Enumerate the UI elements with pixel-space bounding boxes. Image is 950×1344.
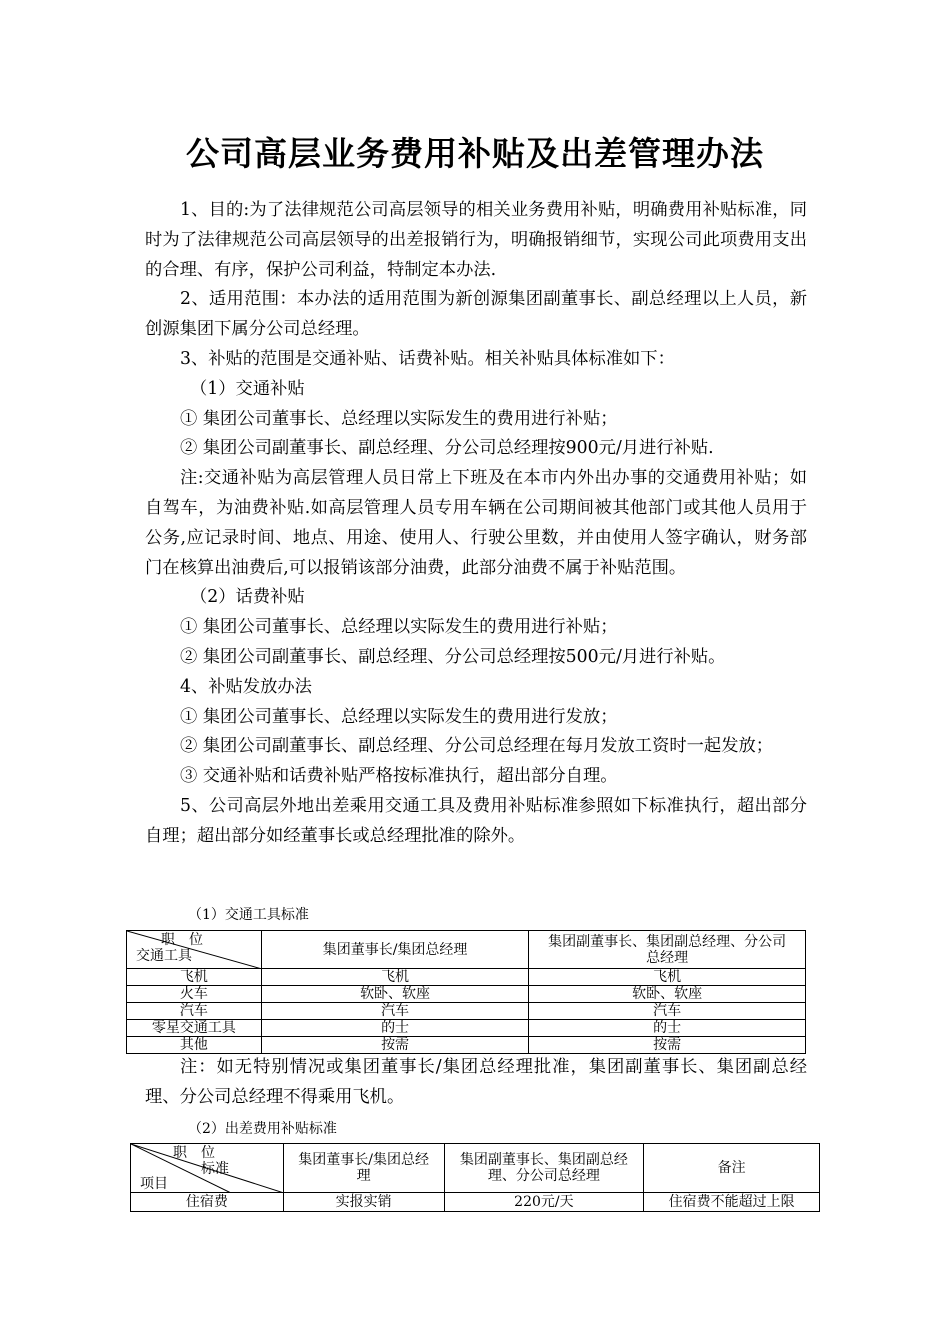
table1-cell-item: 汽车: [127, 1003, 262, 1020]
table1-cell-item: 其他: [127, 1037, 262, 1054]
table2-caption: （2）出差费用补贴标准: [188, 1121, 337, 1137]
heading-phone-subsidy: （2）话费补贴: [190, 587, 305, 608]
paragraph-phone-item-1: ① 集团公司董事长、总经理以实际发生的费用进行补贴；: [180, 617, 618, 638]
table1-cell-item: 飞机: [127, 969, 262, 986]
paragraph-distribution-item-3: ③ 交通补贴和话费补贴严格按标准执行，超出部分自理。: [180, 766, 618, 787]
table2-header-remark: 备注: [644, 1144, 820, 1193]
table2-cell-remark: 住宿费不能超过上限: [644, 1193, 820, 1212]
table-row: [131, 1193, 820, 1212]
table-row: [127, 969, 806, 986]
paragraph-transport-note: 注:交通补贴为高层管理人员日常上下班及在本市内外出办事的交通费用补贴；如自驾车，为油费补贴.如高层管理人员专用车辆在公司期间被其他部门或其他人员用于公务,应记录时间、地点、用途、使用人、行驶公里数，并由使用人签字确认，财务部门在核算出油费后,可以报销该部分油费，此部分油费不属于补贴范围。: [145, 468, 807, 578]
paragraph-subsidy-range: 3、补贴的范围是交通补贴、话费补贴。相关补贴具体标准如下：: [180, 348, 675, 369]
table2-cell-chairman: 实报实销: [283, 1193, 444, 1212]
transport-table-note: 注：如无特别情况或集团董事长/集团总经理批准，集团副董事长、集团副总经理、分公司总经理不得乘用飞机。: [145, 1057, 807, 1107]
table2-corner-middle: 标准: [201, 1161, 229, 1177]
table2-header-chairman: 集团董事长/集团总经理: [283, 1144, 444, 1193]
table-row: [127, 1020, 806, 1037]
table1-cell-chairman: 软卧、软座: [261, 986, 529, 1003]
table1-cell-vice: 软卧、软座: [529, 986, 806, 1003]
table1-cell-item: 火车: [127, 986, 262, 1003]
table1-cell-item: 零星交通工具: [127, 1020, 262, 1037]
paragraph-travel-standard: 5、公司高层外地出差乘用交通工具及费用补贴标准参照如下标准执行，超出部分自理；超出部分如经董事长或总经理批准的除外。: [145, 795, 807, 846]
paragraph-purpose: 1、目的:为了法律规范公司高层领导的相关业务费用补贴，明确费用补贴标准，同时为了法律规范公司高层领导的出差报销行为，明确报销细节，实现公司此项费用支出的合理、有序，保护公司利益，特制定本办法.: [145, 200, 807, 280]
table1-cell-vice: 飞机: [529, 969, 806, 986]
document-title: 公司高层业务费用补贴及出差管理办法: [186, 134, 764, 173]
table2-corner-top: 职 位: [173, 1145, 215, 1161]
table2-cell-vice: 220元/天: [444, 1193, 644, 1212]
travel-expense-table: [130, 1143, 820, 1212]
table1-corner-top: 职 位: [161, 932, 203, 948]
paragraph-distribution-item-1: ① 集团公司董事长、总经理以实际发生的费用进行发放；: [180, 706, 618, 727]
table1-cell-chairman: 汽车: [261, 1003, 529, 1020]
table2-corner-bottom: 项目: [140, 1176, 168, 1192]
document-body: [145, 196, 807, 852]
table1-caption: （1）交通工具标准: [188, 907, 309, 923]
paragraph-phone-item-2: ② 集团公司副董事长、副总经理、分公司总经理按500元/月进行补贴。: [180, 646, 726, 667]
paragraph-transport-item-2: ② 集团公司副董事长、副总经理、分公司总经理按900元/月进行补贴.: [180, 438, 714, 459]
table-row: [127, 986, 806, 1003]
table1-cell-chairman: 按需: [261, 1037, 529, 1054]
table-row: [127, 1037, 806, 1054]
table1-cell-chairman: 飞机: [261, 969, 529, 986]
table1-header-row: [127, 931, 806, 969]
table2-header-vice: 集团副董事长、集团副总经理、分公司总经理: [444, 1144, 644, 1193]
paragraph-scope: 2、适用范围：本办法的适用范围为新创源集团副董事长、副总经理以上人员，新创源集团下属分公司总经理。: [145, 289, 807, 340]
table-row: [127, 1003, 806, 1020]
table1-cell-vice: 汽车: [529, 1003, 806, 1020]
transport-standard-table: [126, 930, 806, 1054]
paragraph-distribution-item-2: ② 集团公司副董事长、副总经理、分公司总经理在每月发放工资时一起发放；: [180, 736, 774, 757]
table1-header-vice: 集团副董事长、集团副总经理、分公司总经理: [529, 931, 806, 969]
table1-cell-vice: 的士: [529, 1020, 806, 1037]
heading-transport-subsidy: （1）交通补贴: [190, 378, 305, 399]
table1-header-chairman: 集团董事长/集团总经理: [261, 931, 529, 969]
table1-corner-cell: [127, 931, 262, 969]
table2-corner-cell: [131, 1144, 284, 1193]
table1-corner-bottom: 交通工具: [136, 948, 192, 964]
table2-cell-item: 住宿费: [131, 1193, 284, 1212]
table2-header-row: [131, 1144, 820, 1193]
heading-distribution: 4、补贴发放办法: [180, 676, 312, 697]
table1-cell-chairman: 的士: [261, 1020, 529, 1037]
paragraph-transport-item-1: ① 集团公司董事长、总经理以实际发生的费用进行补贴；: [180, 408, 618, 429]
table1-cell-vice: 按需: [529, 1037, 806, 1054]
